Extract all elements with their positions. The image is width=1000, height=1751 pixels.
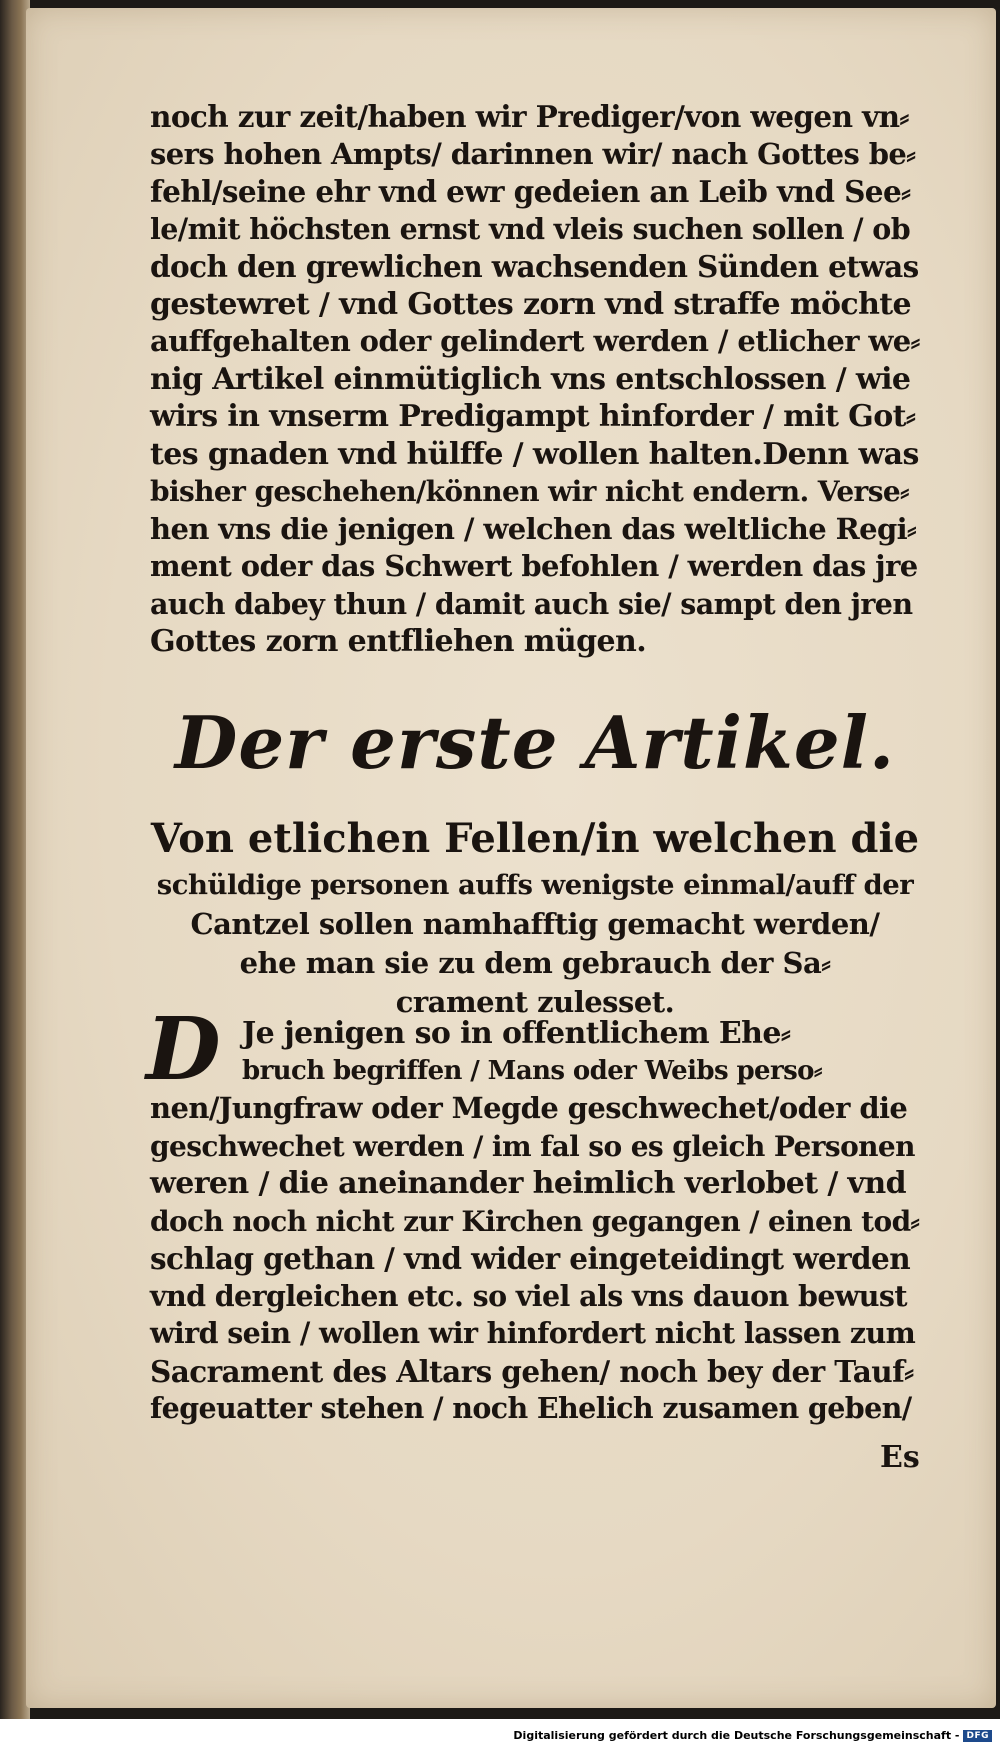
text-line: sers hohen Ampts/ darinnen wir/ nach Gottes be⸗ — [150, 136, 916, 171]
text-line: auch dabey thun / damit auch sie/ sampt den jren — [150, 586, 913, 621]
paragraph-2-body — [150, 1090, 920, 1428]
text-line: schlag gethan / vnd wider eingeteidingt werden — [150, 1241, 911, 1276]
subheading-first-line: Von etlichen Fellen/in welchen die — [150, 815, 920, 862]
text-line: bisher geschehen/können wir nicht endern. Verse⸗ — [150, 475, 909, 508]
text-line: doch noch nicht zur Kirchen gegangen / einen tod⸗ — [150, 1204, 920, 1238]
text-line: fegeuatter stehen / noch Ehelich zusamen geben/ — [150, 1391, 912, 1425]
article-subheading — [150, 812, 920, 1022]
text-line: hen vns die jenigen / welchen das weltliche Regi⸗ — [150, 511, 917, 546]
drop-initial: D — [146, 999, 221, 1100]
text-line: Gottes zorn entfliehen mügen. — [150, 624, 647, 659]
article-heading: Der erste Artikel. — [174, 700, 896, 785]
subheading-line: crament zulesset. — [395, 985, 675, 1019]
text-line: tes gnaden vnd hülffe / wollen halten.Denn was — [150, 436, 919, 472]
text-line: gestewret / vnd Gottes zorn vnd straffe möchte — [150, 286, 912, 322]
text-line: doch den grewlichen wachsenden Sünden etwas — [150, 249, 919, 284]
text-line: le/mit höchsten ernst vnd vleis suchen sollen / ob — [150, 211, 911, 246]
text-line: nig Artikel einmütiglich vns entschlossen / wie — [150, 361, 911, 397]
subheading-line: schüldige personen auffs wenigste einmal/auff der — [156, 869, 914, 901]
subheading-line: ehe man sie zu dem gebrauch der Sa⸗ — [239, 946, 831, 980]
text-line: fehl/seine ehr vnd ewr gedeien an Leib vnd See⸗ — [150, 174, 911, 209]
text-line: geschwechet werden / im fal so es gleich Personen — [150, 1129, 915, 1163]
text-line: Je jenigen so in offentlichem Ehe⸗ — [242, 1016, 791, 1051]
text-line: auffgehalten oder gelindert werden / etlicher we⸗ — [150, 324, 920, 358]
text-line: vnd dergleichen etc. so viel als vns dauon bewust — [150, 1278, 907, 1313]
dfg-logo: DFG — [963, 1730, 992, 1742]
text-line: ment oder das Schwert befohlen / werden das jre — [150, 549, 918, 583]
text-line: wirs in vnserm Predigampt hinforder / mit Got⸗ — [150, 399, 916, 434]
footer-credit — [513, 1729, 992, 1742]
text-line: Sacrament des Altars gehen/ noch bey der Tauf⸗ — [150, 1353, 914, 1389]
paragraph-2-indented — [150, 1015, 920, 1090]
text-line: nen/Jungfraw oder Megde geschwechet/oder die — [150, 1091, 908, 1125]
footer-text: Digitalisierung gefördert durch die Deutsche Forschungsgemeinschaft - — [513, 1729, 960, 1742]
paragraph-1 — [150, 98, 920, 661]
text-line: weren / die aneinander heimlich verlobet / vnd — [150, 1166, 906, 1201]
paragraph-2 — [150, 1015, 920, 1428]
catchword: Es — [880, 1440, 920, 1475]
text-line: noch zur zeit/haben wir Prediger/von wegen vn⸗ — [150, 99, 909, 134]
subheading-lines — [150, 866, 920, 1022]
text-line: bruch begriffen / Mans oder Weibs perso⸗ — [242, 1055, 822, 1086]
subheading-line: Cantzel sollen namhafftig gemacht werden/ — [190, 907, 880, 941]
text-line: wird sein / wollen wir hinfordert nicht lassen zum — [150, 1316, 916, 1350]
